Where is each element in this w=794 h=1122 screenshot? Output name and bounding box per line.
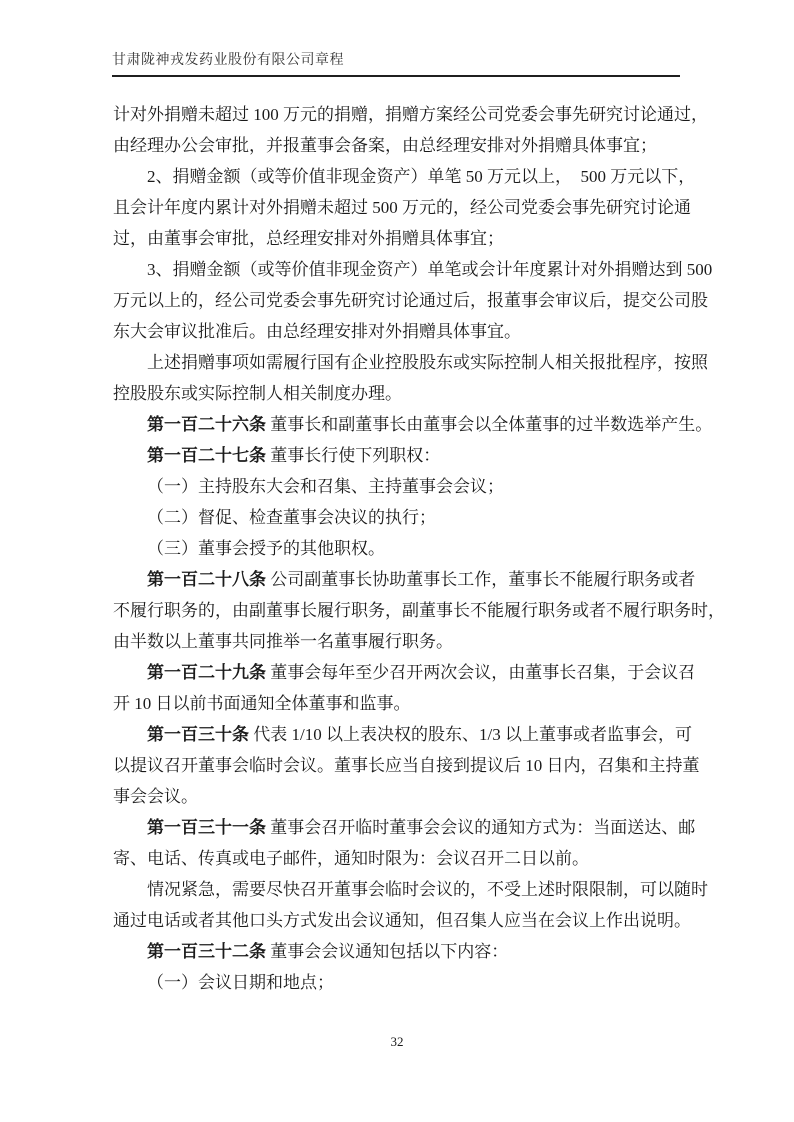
text-line: 第一百三十条 代表 1/10 以上表决权的股东、1/3 以上董事或者监事会，可 <box>147 725 692 744</box>
article-number: 第一百三十条 <box>147 725 249 744</box>
text-line: 第一百二十九条 董事会每年至少召开两次会议，由董事长召集，于会议召 <box>147 663 696 682</box>
text-line: 开 10 日以前书面通知全体董事和监事。 <box>113 694 411 713</box>
text-line: 以提议召开董事会临时会议。董事长应当自接到提议后 10 日内，召集和主持董 <box>113 756 700 775</box>
text-line: 情况紧急，需要尽快召开董事会临时会议的，不受上述时限限制，可以随时 <box>147 880 708 899</box>
text-line: 上述捐赠事项如需履行国有企业控股股东或实际控制人相关报批程序，按照 <box>147 353 708 372</box>
article-number: 第一百二十六条 <box>147 415 266 434</box>
article-number: 第一百三十二条 <box>147 942 266 961</box>
text-line: 事会会议。 <box>113 787 198 806</box>
text-line: 东大会审议批准后。由总经理安排对外捐赠具体事宜。 <box>113 322 521 341</box>
text-line: 计对外捐赠未超过 100 万元的捐赠，捐赠方案经公司党委会事先研究讨论通过， <box>113 105 708 124</box>
document-body <box>113 99 725 998</box>
page-header <box>112 49 680 77</box>
text-line: 第一百二十六条 董事长和副董事长由董事会以全体董事的过半数选举产生。 <box>147 415 713 434</box>
text-line: 由经理办公会审批，并报董事会备案，由总经理安排对外捐赠具体事宜； <box>113 136 657 155</box>
text-line: 第一百二十八条 公司副董事长协助董事长工作，董事长不能履行职务或者 <box>147 570 696 589</box>
article-number: 第一百二十八条 <box>147 570 266 589</box>
article-number: 第一百二十九条 <box>147 663 266 682</box>
header-title: 甘肃陇神戎发药业股份有限公司章程 <box>112 53 344 68</box>
article-number: 第一百三十一条 <box>147 818 266 837</box>
article-number: 第一百二十七条 <box>147 446 266 465</box>
text-line: 2、捐赠金额（或等价值非现金资产）单笔 50 万元以上， 500 万元以下， <box>147 167 696 186</box>
text-line: 第一百三十一条 董事会召开临时董事会会议的通知方式为：当面送达、邮 <box>147 818 696 837</box>
text-line: 第一百二十七条 董事长行使下列职权： <box>147 446 441 465</box>
text-line: 第一百三十二条 董事会会议通知包括以下内容： <box>147 942 509 961</box>
text-line: 万元以上的，经公司党委会事先研究讨论通过后，报董事会审议后，提交公司股 <box>113 291 708 310</box>
text-line: 3、捐赠金额（或等价值非现金资产）单笔或会计年度累计对外捐赠达到 500 <box>147 260 713 279</box>
text-line: （二）督促、检查董事会决议的执行； <box>147 508 436 527</box>
page-number: 32 <box>390 1034 404 1049</box>
text-line: （一）主持股东大会和召集、主持董事会会议； <box>147 477 504 496</box>
text-line: （三）董事会授予的其他职权。 <box>147 539 385 558</box>
text-line: 寄、电话、传真或电子邮件，通知时限为：会议召开二日以前。 <box>113 849 589 868</box>
text-line: 由半数以上董事共同推举一名董事履行职务。 <box>113 632 453 651</box>
text-line: 不履行职务的，由副董事长履行职务，副董事长不能履行职务或者不履行职务时， <box>113 601 725 620</box>
text-line: 过，由董事会审批，总经理安排对外捐赠具体事宜； <box>113 229 504 248</box>
text-line: （一）会议日期和地点； <box>147 973 334 992</box>
text-line: 控股股东或实际控制人相关制度办理。 <box>113 384 402 403</box>
text-line: 通过电话或者其他口头方式发出会议通知，但召集人应当在会议上作出说明。 <box>113 911 691 930</box>
page-footer <box>0 1033 794 1051</box>
text-line: 且会计年度内累计对外捐赠未超过 500 万元的，经公司党委会事先研究讨论通 <box>113 198 691 217</box>
